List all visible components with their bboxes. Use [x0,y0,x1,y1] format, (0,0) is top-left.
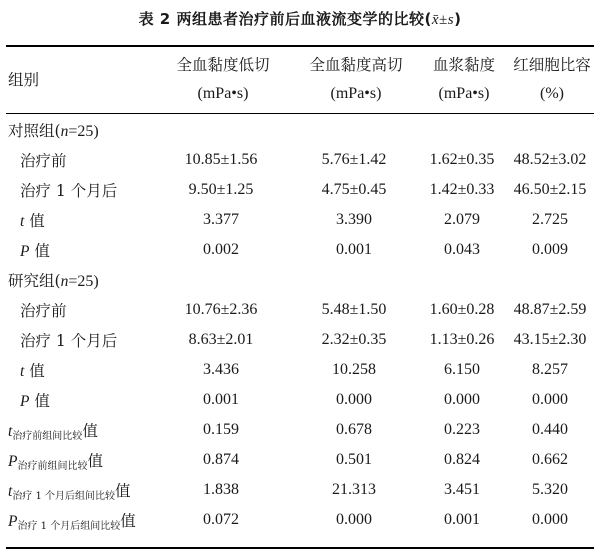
table-cell: 46.50±2.15 [513,181,587,198]
table-cell: 5.320 [532,481,568,498]
between-row [6,475,594,505]
row-label: $t_{治疗 1 个月后组间比较}$值 [8,481,131,502]
table-cell: 0.043 [444,241,480,258]
group-title-study: 研究组(n=25) [8,272,99,290]
column-header-name: 血浆黏度 [432,56,495,74]
row-label: $P_{治疗 1 个月后组间比较}$值 [8,511,136,532]
table-cell: 0.009 [532,241,568,258]
table-row [6,325,594,355]
table-cell: 0.072 [203,511,239,528]
stat-row [6,235,594,265]
caption-stat: x̄±s [431,12,455,28]
row-label: $t_{治疗前组间比较}$值 [8,421,98,442]
table-cell: 0.000 [532,511,568,528]
table-cell: 3.390 [336,211,372,228]
table-cell: 0.001 [444,511,480,528]
table-cell: 0.001 [336,241,372,258]
table-cell: 2.725 [532,211,568,228]
column-header-unit: (mPa•s) [197,85,249,102]
table-cell: 10.258 [332,361,376,378]
table-cell: 2.079 [444,211,480,228]
row-label: t 值 [20,362,45,380]
row-label: P 值 [20,392,50,410]
stat-row [6,385,594,415]
table-cell: 0.159 [203,421,239,438]
header-row-names [6,49,596,79]
table-cell: 1.838 [203,481,239,498]
table-row [6,295,594,325]
table-cell: 3.451 [444,481,480,498]
table-cell: 0.501 [336,451,372,468]
between-row [6,445,594,475]
column-header-unit: (%) [540,85,564,102]
table-cell: 10.76±2.36 [184,301,258,318]
table-cell: 1.62±0.35 [429,151,495,168]
bottom-rule [6,547,594,549]
table-cell: 6.150 [444,361,480,378]
table-cell: 1.13±0.26 [429,331,495,348]
table-cell: 0.678 [336,421,372,438]
table-cell: 48.52±3.02 [513,151,587,168]
table-cell: 43.15±2.30 [513,331,587,348]
group-title-control: 对照组(n=25) [8,122,99,140]
table-caption [0,8,600,29]
table-cell: 0.000 [532,391,568,408]
table-cell: 4.75±0.45 [321,181,387,198]
group-title-row [6,265,594,295]
table-cell: 0.440 [532,421,568,438]
row-label: 治疗前 [20,302,67,320]
between-row [6,505,594,535]
table-cell: 1.60±0.28 [429,301,495,318]
table-cell: 3.436 [203,361,239,378]
table-cell: 5.76±1.42 [321,151,387,168]
stat-row [6,205,594,235]
table-cell: 21.313 [332,481,376,498]
table-cell: 0.824 [444,451,480,468]
column-header-name: 全血黏度低切 [176,56,270,74]
table-row [6,175,594,205]
column-header-name: 红细胞比容 [513,56,591,74]
table-cell: 2.32±0.35 [321,331,387,348]
table-cell: 0.662 [532,451,568,468]
caption-suffix: ) [454,10,462,28]
table-cell: 0.002 [203,241,239,258]
table-cell: 0.874 [203,451,239,468]
table-cell: 8.257 [532,361,568,378]
table-cell: 0.000 [336,511,372,528]
table-cell: 0.223 [444,421,480,438]
table-cell: 10.85±1.56 [184,151,258,168]
table-cell: 5.48±1.50 [321,301,387,318]
between-row [6,415,594,445]
table-cell: 1.42±0.33 [429,181,495,198]
table-header [6,49,596,109]
group-title-row [6,115,594,145]
stat-row [6,355,594,385]
column-header-unit: (mPa•s) [330,85,382,102]
table-row [6,145,594,175]
table-cell: 0.001 [203,391,239,408]
table-cell: 0.000 [336,391,372,408]
column-header-unit: (mPa•s) [438,85,490,102]
row-label: 治疗前 [20,152,67,170]
row-label: P 值 [20,242,50,260]
table-cell: 0.000 [444,391,480,408]
row-label: 治疗 1 个月后 [20,332,118,350]
table-body [6,115,594,535]
row-label: t 值 [20,212,45,230]
column-header-name: 全血黏度高切 [309,56,403,74]
table-cell: 48.87±2.59 [513,301,587,318]
table-cell: 3.377 [203,211,239,228]
top-rule [6,45,594,47]
row-label: $P_{治疗前组间比较}$值 [8,451,103,472]
row-label: 治疗 1 个月后 [20,182,118,200]
caption-prefix: 表 2 两组患者治疗前后血液流变学的比较( [138,10,432,28]
table-cell: 8.63±2.01 [188,331,254,348]
header-rule [6,113,594,114]
group-column-header: 组别 [8,71,40,89]
table-cell: 9.50±1.25 [188,181,254,198]
